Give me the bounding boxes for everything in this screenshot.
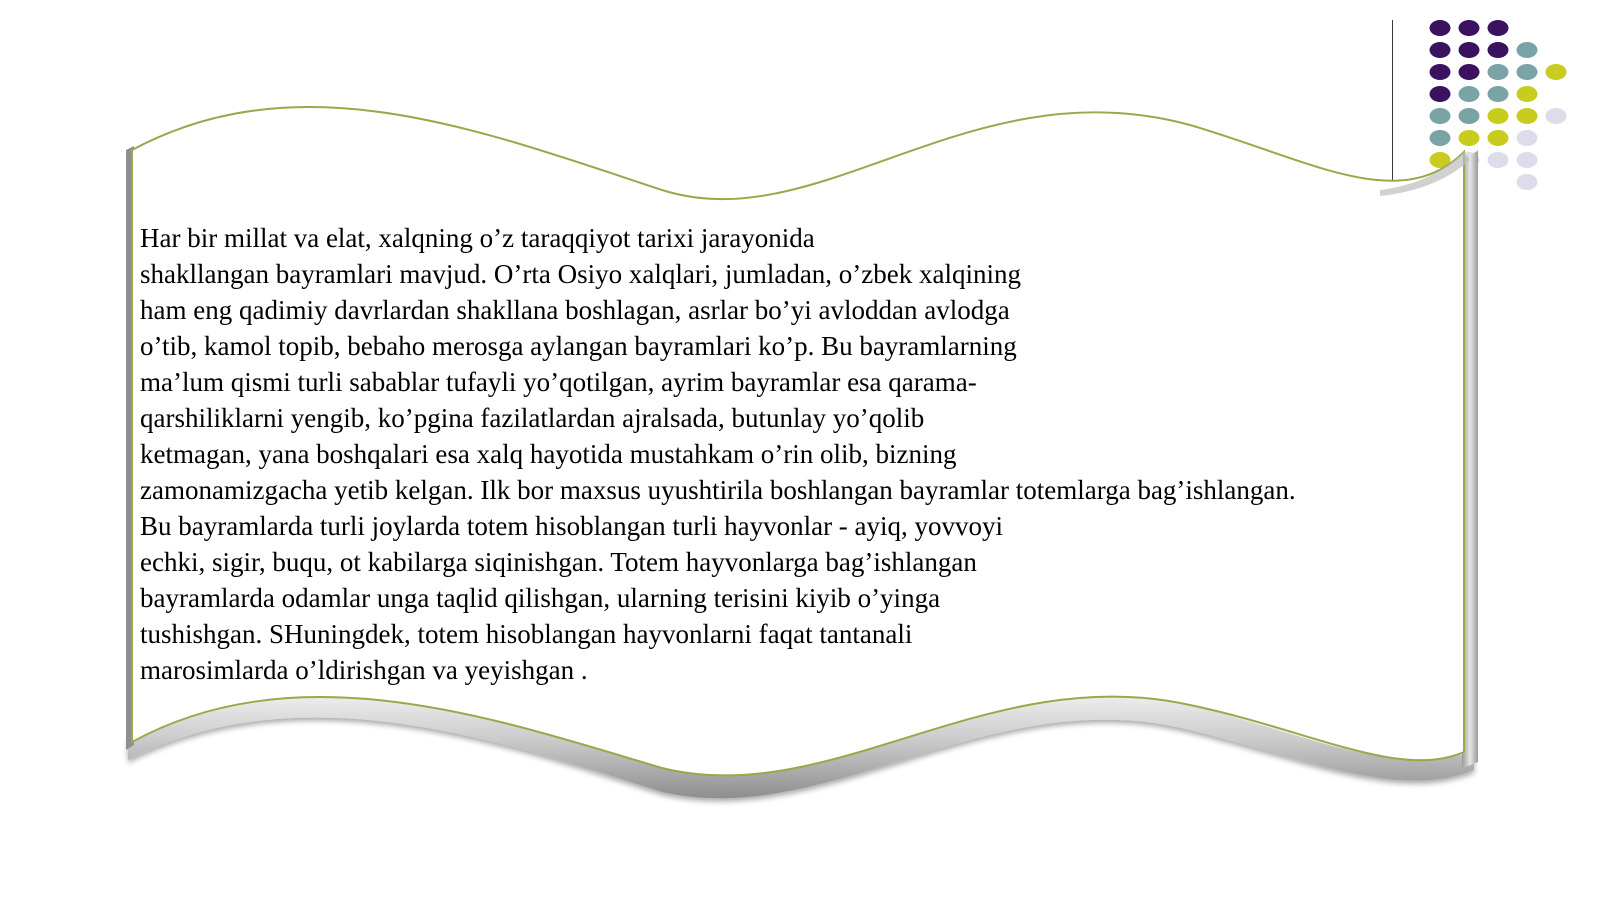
main-paragraph	[140, 220, 1440, 688]
paragraph-line: tushishgan. SHuningdek, totem hisoblangan hayvonlarni faqat tantanali	[140, 619, 913, 649]
paragraph-line: qarshiliklarni yengib, ko’pgina fazilatlardan ajralsada, butunlay yo’qolib	[140, 403, 925, 433]
paragraph-line: ketmagan, yana boshqalari esa xalq hayotida mustahkam o’rin olib, bizning	[140, 439, 957, 469]
paragraph-line: Har bir millat va elat, xalqning o’z taraqqiyot tarixi jarayonida	[140, 223, 815, 253]
paragraph-line: zamonamizgacha yetib kelgan. Ilk bor maxsus uyushtirila boshlangan bayramlar totemlarga bag’ishlangan.	[140, 475, 1296, 505]
paragraph-line: ma’lum qismi turli sabablar tufayli yo’qotilgan, ayrim bayramlar esa qarama-	[140, 367, 977, 397]
paragraph-line: Bu bayramlarda turli joylarda totem hisoblangan turli hayvonlar - ayiq, yovvoyi	[140, 511, 1004, 541]
paragraph-line: bayramlarda odamlar unga taqlid qilishgan, ularning terisini kiyib o’yinga	[140, 583, 941, 613]
paragraph-line: shakllangan bayramlari mavjud. O’rta Osiyo xalqlari, jumladan, o’zbek xalqining	[140, 259, 1021, 289]
paragraph-line: echki, sigir, buqu, ot kabilarga siqinishgan. Totem hayvonlarga bag’ishlangan	[140, 547, 977, 577]
paragraph-line: o’tib, kamol topib, bebaho merosga aylangan bayramlari ko’p. Bu bayramlarning	[140, 331, 1017, 361]
paragraph-line: marosimlarda o’ldirishgan va yeyishgan .	[140, 655, 588, 685]
paragraph-line: ham eng qadimiy davrlardan shakllana boshlagan, asrlar bo’yi avloddan avlodga	[140, 295, 1010, 325]
